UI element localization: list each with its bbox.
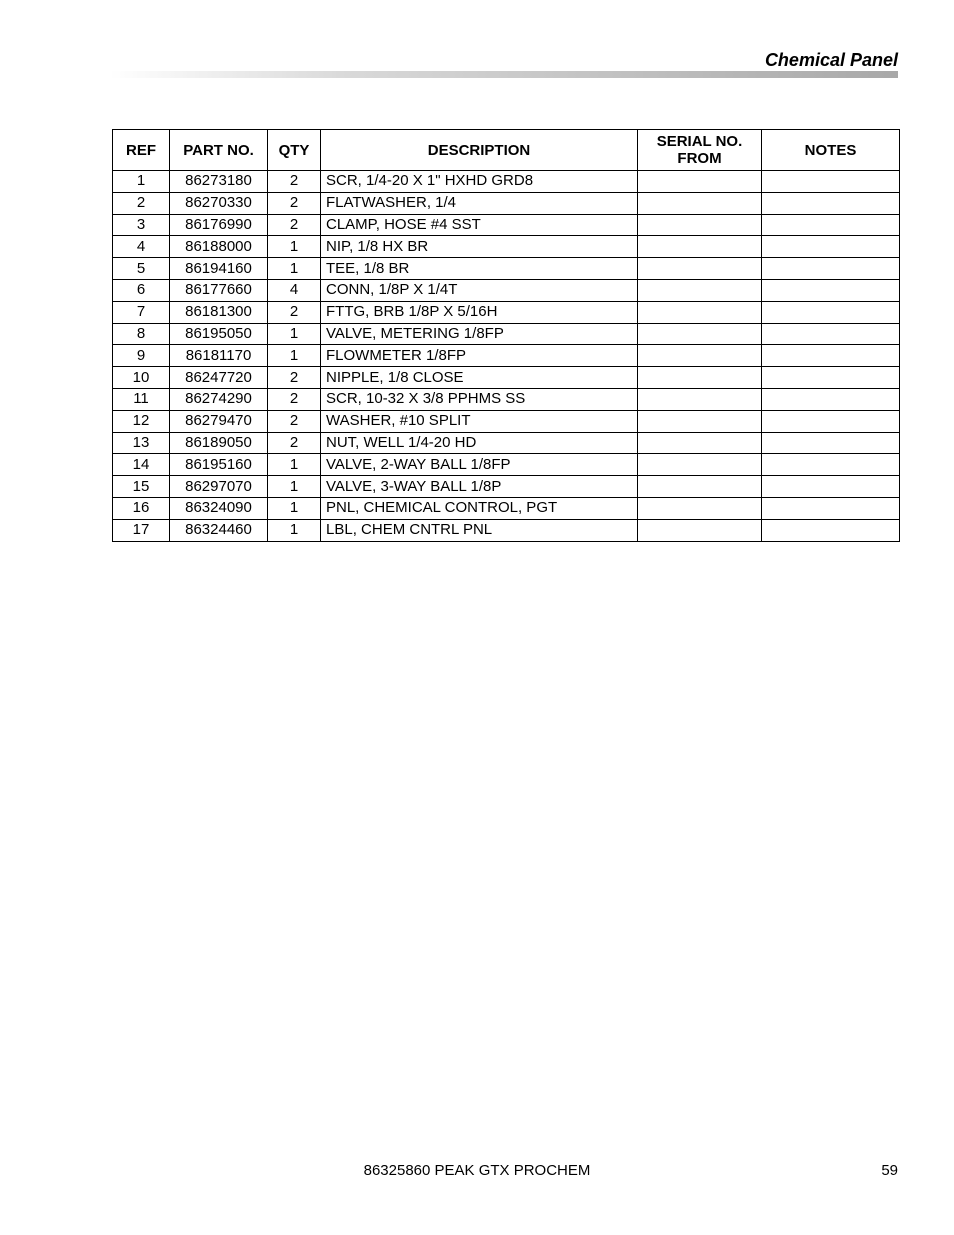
column-header-description: DESCRIPTION [321, 130, 638, 171]
cell-ref: 12 [113, 410, 170, 432]
cell-ref: 16 [113, 497, 170, 519]
cell-ref: 7 [113, 301, 170, 323]
cell-qty: 1 [268, 454, 321, 476]
cell-notes [762, 258, 900, 280]
cell-qty: 1 [268, 345, 321, 367]
cell-notes [762, 519, 900, 541]
table-header-row [113, 130, 900, 171]
table-row [113, 454, 900, 476]
cell-qty: 2 [268, 214, 321, 236]
cell-qty: 1 [268, 323, 321, 345]
footer-document-id: 86325860 PEAK GTX PROCHEM [363, 1162, 591, 1179]
table-row [113, 258, 900, 280]
cell-description: FLOWMETER 1/8FP [321, 345, 638, 367]
cell-serial-no-from [638, 367, 762, 389]
cell-notes [762, 323, 900, 345]
parts-table-body [113, 171, 900, 542]
cell-serial-no-from [638, 236, 762, 258]
column-header-ref: REF [113, 130, 170, 171]
cell-qty: 1 [268, 519, 321, 541]
cell-description: SCR, 1/4-20 X 1" HXHD GRD8 [321, 171, 638, 193]
cell-description: FLATWASHER, 1/4 [321, 192, 638, 214]
column-header-qty: QTY [268, 130, 321, 171]
cell-description: NIP, 1/8 HX BR [321, 236, 638, 258]
cell-part-no: 86274290 [170, 388, 268, 410]
cell-qty: 4 [268, 279, 321, 301]
table-row [113, 345, 900, 367]
cell-part-no: 86247720 [170, 367, 268, 389]
cell-part-no: 86194160 [170, 258, 268, 280]
cell-description: NUT, WELL 1/4-20 HD [321, 432, 638, 454]
cell-notes [762, 497, 900, 519]
cell-part-no: 86177660 [170, 279, 268, 301]
cell-notes [762, 388, 900, 410]
cell-notes [762, 476, 900, 498]
cell-description: PNL, CHEMICAL CONTROL, PGT [321, 497, 638, 519]
table-row [113, 367, 900, 389]
cell-serial-no-from [638, 345, 762, 367]
cell-part-no: 86181300 [170, 301, 268, 323]
header-divider-bar [110, 71, 898, 78]
cell-part-no: 86270330 [170, 192, 268, 214]
cell-ref: 9 [113, 345, 170, 367]
cell-ref: 3 [113, 214, 170, 236]
cell-description: TEE, 1/8 BR [321, 258, 638, 280]
cell-description: LBL, CHEM CNTRL PNL [321, 519, 638, 541]
cell-part-no: 86189050 [170, 432, 268, 454]
cell-qty: 2 [268, 388, 321, 410]
table-row [113, 476, 900, 498]
cell-serial-no-from [638, 171, 762, 193]
cell-part-no: 86273180 [170, 171, 268, 193]
cell-part-no: 86324090 [170, 497, 268, 519]
cell-serial-no-from [638, 519, 762, 541]
cell-part-no: 86188000 [170, 236, 268, 258]
cell-qty: 2 [268, 367, 321, 389]
cell-notes [762, 454, 900, 476]
cell-ref: 6 [113, 279, 170, 301]
table-row [113, 323, 900, 345]
cell-notes [762, 279, 900, 301]
cell-notes [762, 236, 900, 258]
cell-ref: 4 [113, 236, 170, 258]
table-row [113, 410, 900, 432]
cell-serial-no-from [638, 432, 762, 454]
table-row [113, 192, 900, 214]
cell-ref: 2 [113, 192, 170, 214]
cell-notes [762, 410, 900, 432]
cell-part-no: 86195160 [170, 454, 268, 476]
cell-serial-no-from [638, 192, 762, 214]
cell-qty: 1 [268, 258, 321, 280]
cell-ref: 8 [113, 323, 170, 345]
cell-description: VALVE, 2-WAY BALL 1/8FP [321, 454, 638, 476]
table-row [113, 388, 900, 410]
cell-ref: 14 [113, 454, 170, 476]
cell-serial-no-from [638, 214, 762, 236]
cell-serial-no-from [638, 258, 762, 280]
cell-ref: 5 [113, 258, 170, 280]
page-number: 59 [881, 1162, 898, 1179]
cell-notes [762, 192, 900, 214]
table-row [113, 432, 900, 454]
cell-description: FTTG, BRB 1/8P X 5/16H [321, 301, 638, 323]
table-row [113, 214, 900, 236]
table-row [113, 519, 900, 541]
cell-notes [762, 345, 900, 367]
column-header-part-no: PART NO. [170, 130, 268, 171]
cell-description: CONN, 1/8P X 1/4T [321, 279, 638, 301]
cell-notes [762, 214, 900, 236]
cell-notes [762, 171, 900, 193]
cell-description: WASHER, #10 SPLIT [321, 410, 638, 432]
cell-serial-no-from [638, 476, 762, 498]
cell-ref: 11 [113, 388, 170, 410]
cell-part-no: 86176990 [170, 214, 268, 236]
cell-part-no: 86297070 [170, 476, 268, 498]
cell-serial-no-from [638, 410, 762, 432]
cell-serial-no-from [638, 323, 762, 345]
cell-notes [762, 432, 900, 454]
parts-table [112, 129, 900, 542]
cell-ref: 17 [113, 519, 170, 541]
cell-qty: 1 [268, 497, 321, 519]
cell-notes [762, 301, 900, 323]
column-header-notes: NOTES [762, 130, 900, 171]
cell-part-no: 86279470 [170, 410, 268, 432]
table-row [113, 236, 900, 258]
cell-qty: 2 [268, 432, 321, 454]
cell-part-no: 86324460 [170, 519, 268, 541]
cell-qty: 2 [268, 410, 321, 432]
cell-notes [762, 367, 900, 389]
cell-description: SCR, 10-32 X 3/8 PPHMS SS [321, 388, 638, 410]
cell-serial-no-from [638, 497, 762, 519]
cell-description: CLAMP, HOSE #4 SST [321, 214, 638, 236]
table-row [113, 171, 900, 193]
column-header-serial-no-from: SERIAL NO. FROM [638, 130, 762, 171]
cell-part-no: 86181170 [170, 345, 268, 367]
table-row [113, 301, 900, 323]
cell-ref: 10 [113, 367, 170, 389]
cell-ref: 1 [113, 171, 170, 193]
page-section-title: Chemical Panel [764, 50, 898, 70]
cell-serial-no-from [638, 279, 762, 301]
cell-description: VALVE, METERING 1/8FP [321, 323, 638, 345]
cell-part-no: 86195050 [170, 323, 268, 345]
cell-qty: 2 [268, 192, 321, 214]
table-row [113, 497, 900, 519]
cell-ref: 13 [113, 432, 170, 454]
cell-serial-no-from [638, 301, 762, 323]
cell-serial-no-from [638, 454, 762, 476]
cell-qty: 2 [268, 301, 321, 323]
cell-qty: 1 [268, 236, 321, 258]
cell-qty: 1 [268, 476, 321, 498]
cell-serial-no-from [638, 388, 762, 410]
cell-description: NIPPLE, 1/8 CLOSE [321, 367, 638, 389]
cell-description: VALVE, 3-WAY BALL 1/8P [321, 476, 638, 498]
cell-qty: 2 [268, 171, 321, 193]
table-row [113, 279, 900, 301]
cell-ref: 15 [113, 476, 170, 498]
